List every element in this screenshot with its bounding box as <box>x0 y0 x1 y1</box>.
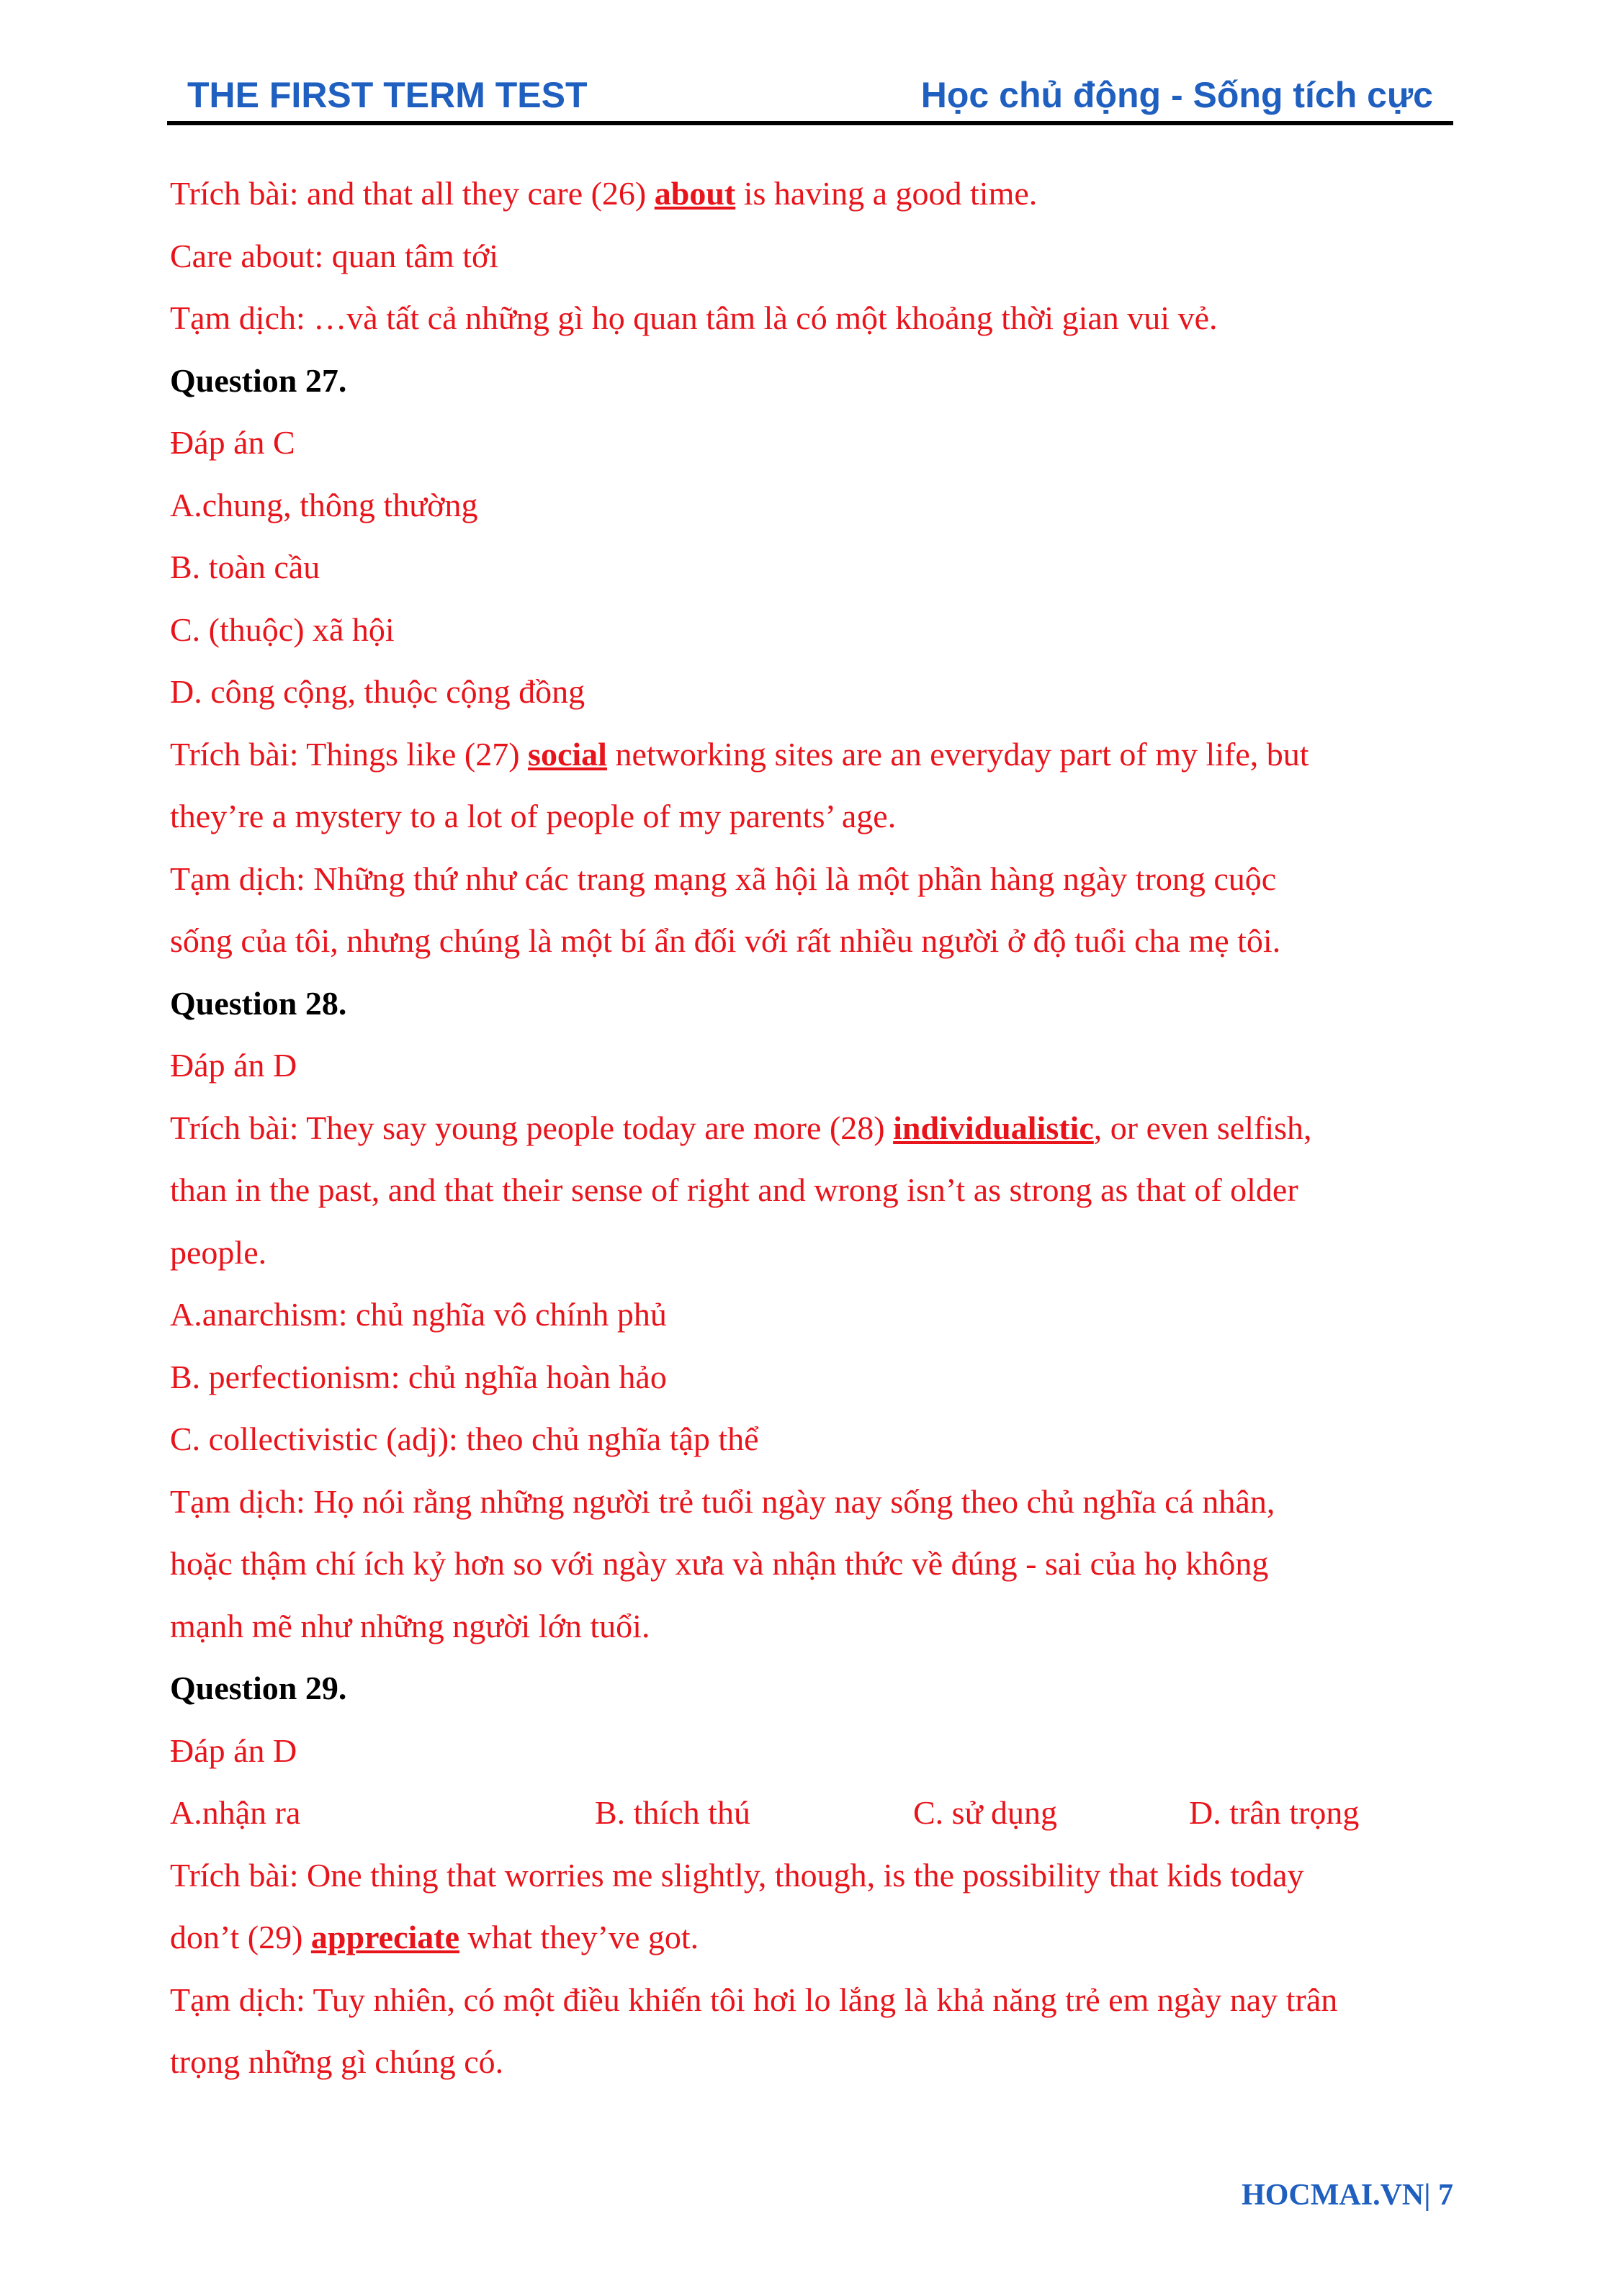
page-footer: HOCMAI.VN| 7 <box>1242 2179 1453 2212</box>
text-line: trọng những gì chúng có. <box>170 2043 504 2080</box>
text-line: mạnh mẽ như những người lớn tuổi. <box>170 1607 650 1644</box>
answer-word: individualistic <box>893 1109 1094 1146</box>
document-body <box>170 163 1452 2094</box>
option-line: B. perfectionism: chủ nghĩa hoàn hảo <box>170 1358 667 1395</box>
question-heading: Question 29. <box>170 1670 347 1706</box>
answer-word: appreciate <box>310 1919 460 1955</box>
text-line: Tạm dịch: Những thứ như các trang mạng xã hội là một phần hàng ngày trong cuộc <box>170 860 1277 897</box>
text-line: Trích bài: and that all they care (26) about is having a good time. <box>170 175 1038 212</box>
text-line: than in the past, and that their sense of right and wrong isn’t as strong as that of older <box>170 1171 1298 1208</box>
option-line: B. toàn cầu <box>170 549 320 585</box>
option-c: C. sử dụng <box>913 1794 1058 1831</box>
option-b: B. thích thú <box>595 1794 750 1831</box>
option-line: A.anarchism: chủ nghĩa vô chính phủ <box>170 1296 667 1333</box>
text-line: Tạm dịch: Tuy nhiên, có một điều khiến tôi hơi lo lắng là khả năng trẻ em ngày nay trân <box>170 1981 1338 2018</box>
answer-word: social <box>528 735 607 773</box>
text-line: people. <box>170 1233 267 1271</box>
answer-word: about <box>654 175 736 212</box>
header-slogan: Học chủ động - Sống tích cực <box>920 75 1433 115</box>
text-line: hoặc thậm chí ích kỷ hơn so với ngày xưa và nhận thức về đúng - sai của họ không <box>170 1545 1269 1582</box>
option-line: A.chung, thông thường <box>170 486 478 523</box>
options-row <box>170 1782 1452 1845</box>
text-line: they’re a mystery to a lot of people of my parents’ age. <box>170 798 897 834</box>
text-line: Tạm dịch: …và tất cả những gì họ quan tâm là có một khoảng thời gian vui vẻ. <box>170 300 1218 336</box>
question-heading: Question 27. <box>170 361 347 399</box>
option-line: D. công cộng, thuộc cộng đồng <box>170 673 585 710</box>
text-line: Care about: quan tâm tới <box>170 237 499 274</box>
header-title: THE FIRST TERM TEST <box>187 75 588 115</box>
text-line: Trích bài: One thing that worries me slightly, though, is the possibility that kids today <box>170 1856 1304 1894</box>
option-d: D. trân trọng <box>1189 1794 1360 1831</box>
text-line: Tạm dịch: Họ nói rằng những người trẻ tuổi ngày nay sống theo chủ nghĩa cá nhân, <box>170 1482 1275 1520</box>
answer-key: Đáp án D <box>170 1047 297 1084</box>
page-header <box>167 69 1453 125</box>
answer-key: Đáp án C <box>170 424 295 461</box>
text-line: Trích bài: Things like (27) social networking sites are an everyday part of my life, but <box>170 735 1309 773</box>
text-line: Trích bài: They say young people today are more (28) individualistic, or even selfish, <box>170 1109 1312 1146</box>
option-line: C. collectivistic (adj): theo chủ nghĩa tập thể <box>170 1421 759 1457</box>
question-heading: Question 28. <box>170 984 347 1022</box>
answer-key: Đáp án D <box>170 1732 297 1769</box>
option-a: A.nhận ra <box>170 1794 301 1831</box>
header-divider <box>167 121 1453 125</box>
text-line: don’t (29) appreciate what they’ve got. <box>170 1919 699 1955</box>
text-line: sống của tôi, nhưng chúng là một bí ẩn đối với rất nhiều người ở độ tuổi cha mẹ tôi. <box>170 922 1281 959</box>
option-line: C. (thuộc) xã hội <box>170 611 395 648</box>
